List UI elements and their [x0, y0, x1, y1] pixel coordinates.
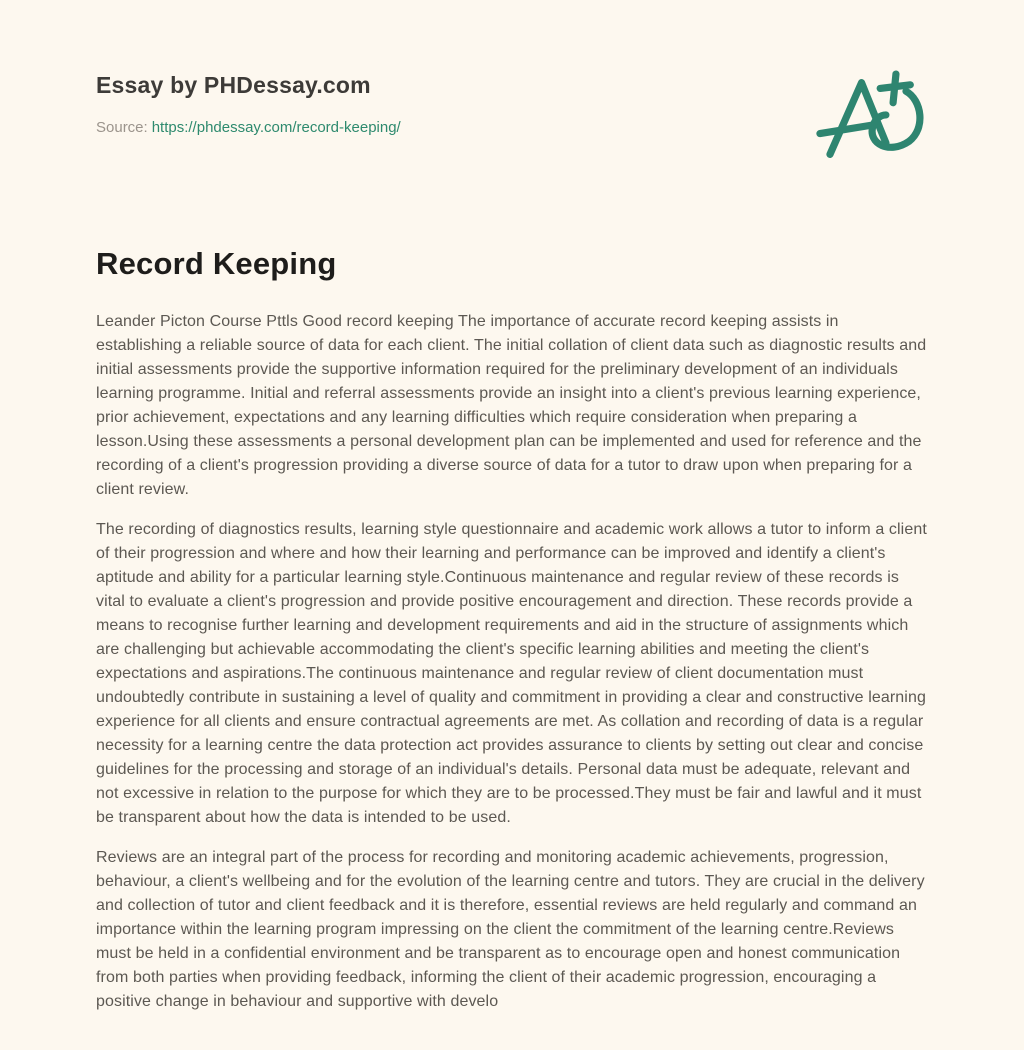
source-label: Source: — [96, 119, 148, 136]
essay-body — [96, 310, 928, 1014]
page-header — [96, 72, 928, 168]
a-plus-icon — [814, 64, 932, 168]
essay-paragraph: Reviews are an integral part of the process for recording and monitoring academic achievements, progression, behaviour, a client's wellbeing and for the evolution of the learning centre and tutors. They are crucial in the delivery and collection of tutor and client feedback and it is therefore, essential reviews are held regularly and command an importance within the learning program impressing on the client the commitment of the learning centre.Reviews must be held in a confidential environment and be transparent as to encourage open and honest communication from both parties when providing feedback, informing the client of their academic progression, encouraging a positive change in behaviour and supportive with develo — [96, 849, 925, 1010]
essay-paragraph: The recording of diagnostics results, learning style questionnaire and academic work allows a tutor to inform a client of their progression and where and how their learning and performance can be improved and identify a client's aptitude and ability for a particular learning style.Continuous maintenance and regular review of these records is vital to evaluate a client's progression and provide positive encouragement and direction. These records provide a means to recognise further learning and development requirements and aid in the structure of assignments which are challenging but achievable accommodating the client's specific learning abilities and meeting the client's expectations and aspirations.The continuous maintenance and regular review of client documentation must undoubtedly contribute in sustaining a level of quality and commitment in providing a clear and constructive learning experience for all clients and ensure contractual agreements are met. As collation and recording of data is a regular necessity for a learning centre the data protection act provides assurance to clients by setting out clear and concise guidelines for the processing and storage of an individual's details. Personal data must be adequate, relevant and not excessive in relation to the purpose for which they are to be processed.They must be fair and lawful and it must be transparent about how the data is intended to be used. — [96, 521, 927, 826]
header-text-block — [96, 72, 401, 136]
essay-by-heading: Essay by PHDessay.com — [96, 72, 371, 98]
phdessay-logo — [814, 64, 932, 168]
source-line — [96, 119, 401, 136]
source-link[interactable]: https://phdessay.com/record-keeping/ — [151, 119, 401, 136]
essay-paragraph: Leander Picton Course Pttls Good record keeping The importance of accurate record keeping assists in establishing a reliable source of data for each client. The initial collation of client data such as diagnostic results and initial assessments provide the supportive information required for the preliminary development of an individuals learning programme. Initial and referral assessments provide an insight into a client's previous learning experience, prior achievement, expectations and any learning difficulties which require consideration when preparing a lesson.Using these assessments a personal development plan can be implemented and used for reference and the recording of a client's progression providing a diverse source of data for a tutor to draw upon when preparing for a client review. — [96, 313, 927, 498]
essay-title: Record Keeping — [96, 246, 337, 281]
